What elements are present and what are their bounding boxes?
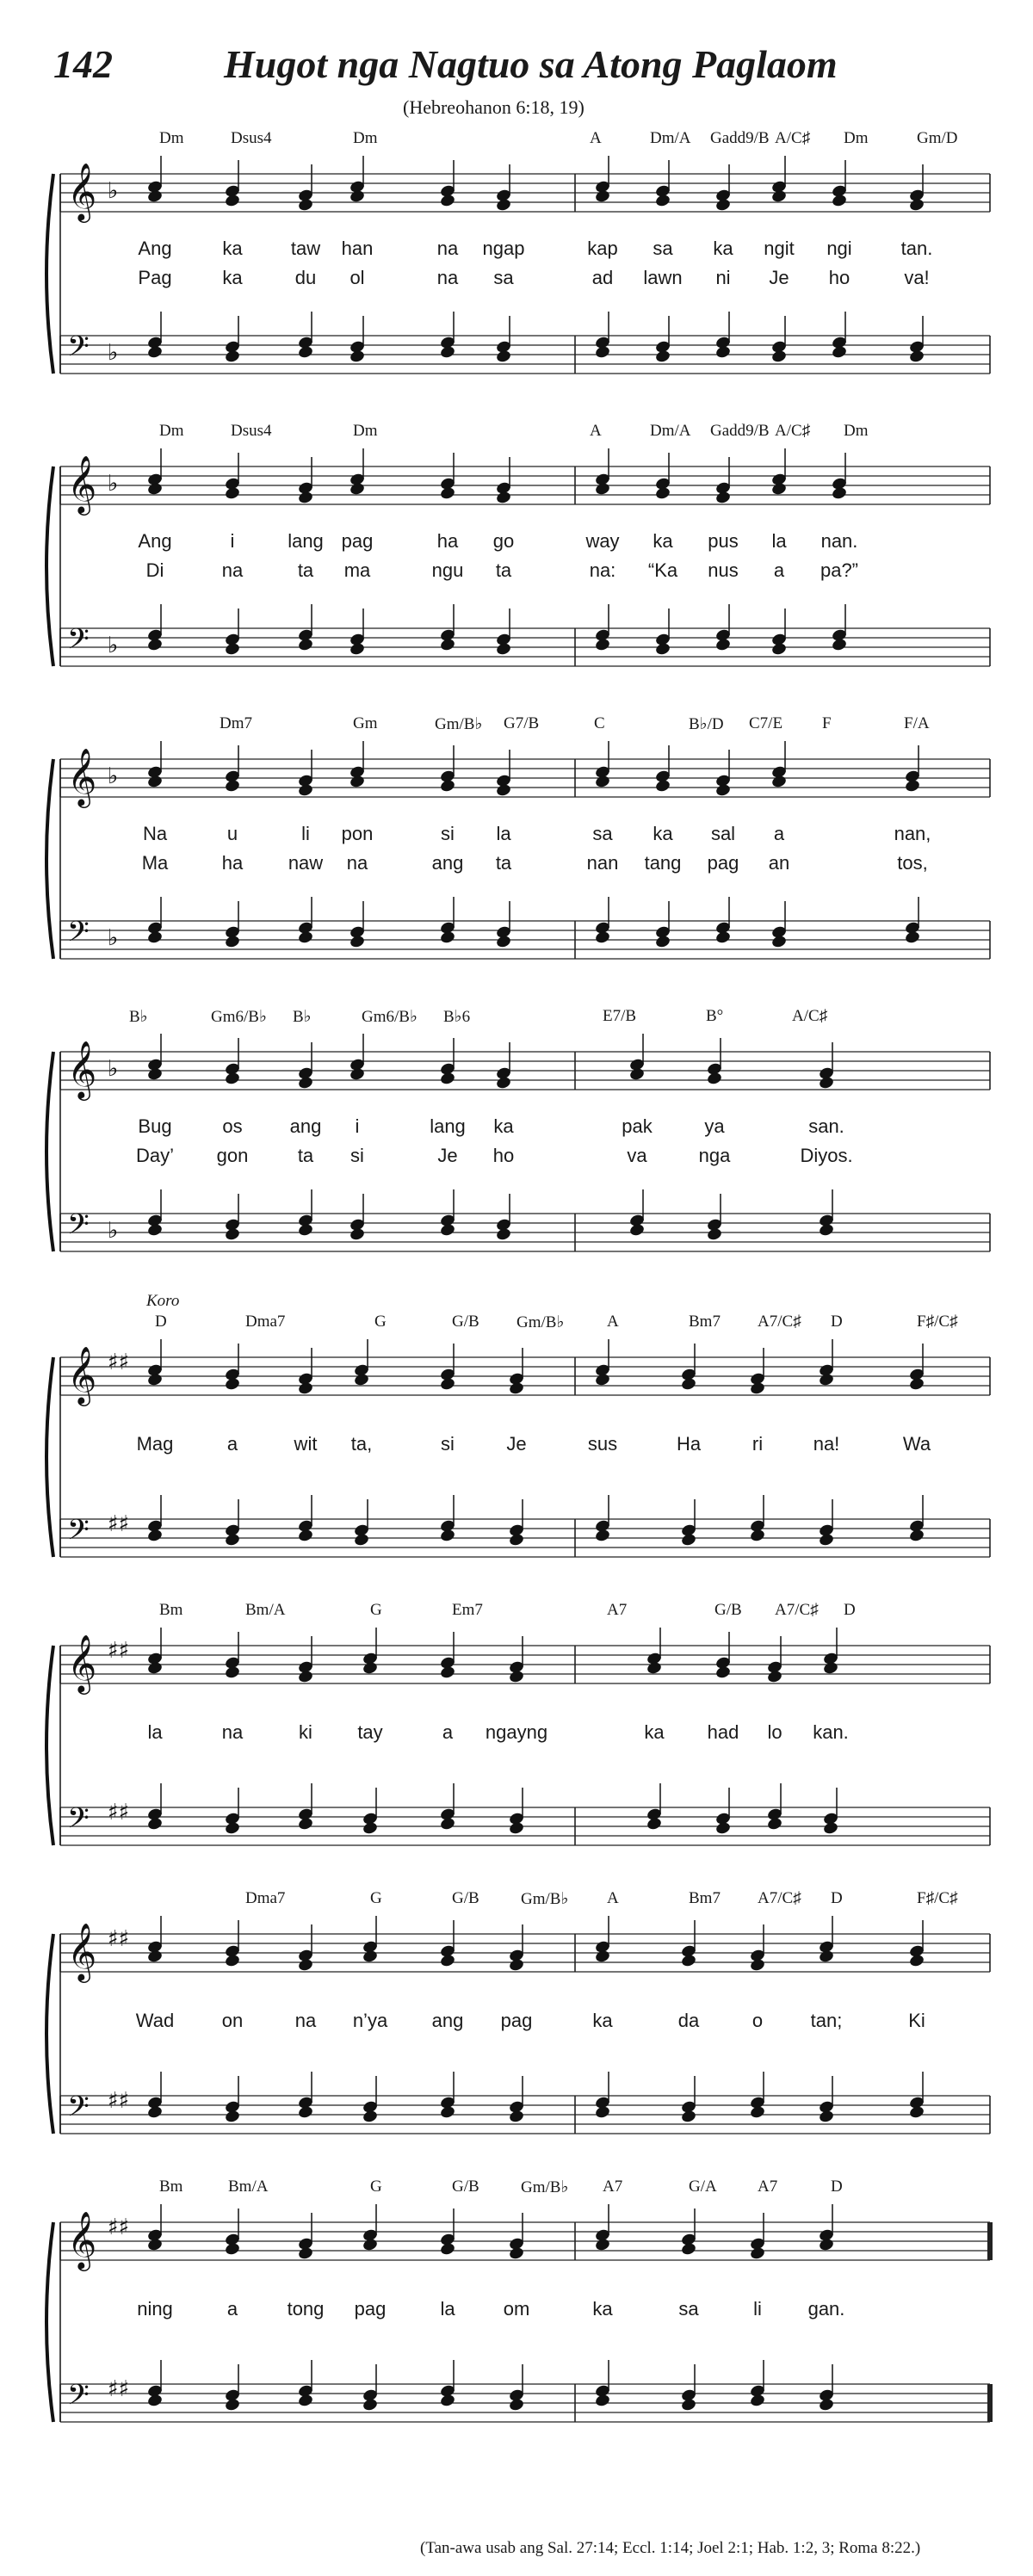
chord-symbol: Dm	[844, 422, 869, 440]
chord-symbol: Gm/B♭	[435, 715, 483, 733]
bass-clef-icon: 𝄢	[67, 2091, 90, 2130]
flat-key-signature-icon: ♭	[108, 340, 119, 366]
lyric-syllable: na	[436, 238, 459, 259]
lyric-syllable: way	[585, 530, 620, 552]
sharp-key-signature-icon: ♯♯	[108, 1350, 130, 1375]
chord-symbol: G	[374, 1313, 387, 1331]
section-label: Koro	[146, 1292, 180, 1310]
chord-symbol: Dsus4	[231, 129, 272, 147]
lyric-syllable: a	[773, 823, 785, 844]
chord-symbol: Dma7	[245, 1889, 286, 1907]
lyric-syllable: u	[226, 823, 238, 844]
lyric-syllable: tay	[357, 1721, 383, 1743]
lyric-syllable-verse2: Pag	[138, 267, 172, 288]
chord-symbol: A	[607, 1313, 619, 1331]
lyric-syllable: ka	[592, 2298, 613, 2320]
lyric-syllable: nan.	[820, 530, 858, 552]
chord-symbol: G7/B	[504, 714, 540, 732]
lyric-syllable: a	[442, 1721, 454, 1743]
lyric-syllable: Na	[142, 823, 168, 844]
lyric-syllable-verse2: ha	[221, 852, 244, 874]
chord-symbol: Bm/A	[245, 1601, 286, 1619]
lyric-syllable: Ha	[676, 1433, 702, 1455]
chord-symbol: Bm7	[689, 1313, 721, 1331]
chord-symbol: G	[370, 1889, 382, 1907]
lyric-syllable-verse2: va!	[904, 267, 930, 288]
music-system	[0, 422, 1033, 714]
lyric-syllable-verse2: sa	[493, 267, 514, 288]
bass-clef-icon: 𝄢	[67, 330, 90, 370]
lyric-syllable: ki	[299, 1721, 312, 1743]
lyric-syllable-verse2: “Ka	[647, 559, 678, 581]
chord-symbol: F	[822, 714, 832, 732]
lyric-syllable: ka	[653, 530, 673, 552]
chord-symbol: Gm/B♭	[521, 1890, 569, 1908]
lyric-syllable-verse2: Diyos.	[800, 1145, 853, 1166]
lyric-syllable: la	[771, 530, 787, 552]
lyric-syllable: os	[222, 1115, 243, 1137]
lyric-syllable: kap	[587, 238, 618, 259]
music-system	[0, 1292, 1033, 1605]
lyric-syllable-verse2: ad	[591, 267, 614, 288]
lyric-syllable: a	[226, 2298, 238, 2320]
lyric-syllable: tan.	[900, 238, 933, 259]
chord-symbol: G/B	[452, 1313, 479, 1331]
flat-key-signature-icon: ♭	[108, 1056, 119, 1082]
lyric-syllable: ngi	[826, 238, 852, 259]
chord-symbol: Dm	[353, 129, 378, 147]
lyric-syllable: kan.	[813, 1721, 849, 1743]
chord-symbol: Dm/A	[650, 129, 691, 147]
chord-symbol: G	[370, 2178, 382, 2196]
lyric-syllable: ngayng	[485, 1721, 548, 1743]
lyric-syllable: ang	[431, 2010, 464, 2031]
lyric-syllable: li	[753, 2298, 762, 2320]
lyric-syllable-verse2: Je	[437, 1145, 458, 1166]
lyric-syllable-verse2: ol	[349, 267, 365, 288]
chord-symbol: B♭	[293, 1008, 312, 1026]
chord-symbol: Gm/D	[917, 129, 958, 147]
staff-lines	[0, 1313, 1033, 1605]
lyric-syllable-verse2: an	[768, 852, 790, 874]
treble-clef-icon: 𝄞	[67, 1634, 97, 1692]
song-number: 142	[53, 42, 113, 86]
lyric-syllable-verse2: na	[436, 267, 459, 288]
treble-clef-icon: 𝄞	[67, 162, 97, 220]
lyric-syllable: ya	[704, 1115, 725, 1137]
lyric-syllable: san.	[808, 1115, 844, 1137]
flat-key-signature-icon: ♭	[108, 763, 119, 789]
lyric-syllable-verse2: ang	[431, 852, 464, 874]
lyric-syllable: la	[440, 2298, 455, 2320]
chord-symbol: Bm	[159, 1601, 183, 1619]
chord-symbol: A	[590, 129, 602, 147]
chord-symbol: A7/C♯	[775, 1601, 819, 1619]
chord-symbol: B♭/D	[689, 715, 724, 733]
lyric-syllable: lang	[430, 1115, 466, 1137]
lyric-syllable: pag	[500, 2010, 533, 2031]
lyric-syllable: om	[503, 2298, 530, 2320]
chord-symbol: A7/C♯	[758, 1313, 801, 1331]
chord-symbol: Gm6/B♭	[362, 1008, 418, 1026]
chord-symbol: Dm	[159, 129, 184, 147]
chord-symbol: A7	[607, 1601, 628, 1619]
lyric-syllable-verse2: Day’	[135, 1145, 175, 1166]
lyric-syllable: tong	[287, 2298, 325, 2320]
chord-symbol: Dm	[353, 422, 378, 440]
chord-symbol: Bm/A	[228, 2178, 269, 2196]
bass-clef-icon: 𝄢	[67, 623, 90, 663]
lyric-syllable-verse2: nan	[586, 852, 619, 874]
lyric-syllable: ha	[436, 530, 459, 552]
lyric-syllable: Ang	[138, 530, 172, 552]
chord-symbol: D	[831, 1313, 843, 1331]
lyric-syllable: tan;	[810, 2010, 843, 2031]
treble-clef-icon: 𝄞	[67, 1040, 97, 1098]
lyric-syllable: ngit	[764, 238, 795, 259]
lyric-syllable: ngap	[482, 238, 525, 259]
chord-symbol: A	[607, 1889, 619, 1907]
chord-symbol: Bm7	[689, 1889, 721, 1907]
lyric-syllable-verse2: ni	[715, 267, 731, 288]
chord-symbol: Bm	[159, 2178, 183, 2196]
lyric-syllable: si	[441, 1433, 455, 1455]
lyric-syllable-verse2: gon	[216, 1145, 249, 1166]
staff-lines	[0, 1889, 1033, 2182]
lyric-syllable: pak	[622, 1115, 653, 1137]
sharp-key-signature-icon: ♯♯	[108, 2088, 130, 2114]
bass-clef-icon: 𝄢	[67, 1802, 90, 1842]
lyric-syllable: ning	[137, 2298, 173, 2320]
lyric-syllable: i	[230, 530, 235, 552]
flat-key-signature-icon: ♭	[108, 633, 119, 658]
footnote-references: (Tan-awa usab ang Sal. 27:14; Eccl. 1:14; Joel 2:1; Hab. 1:2, 3; Roma 8:22.)	[420, 2539, 921, 2557]
chord-symbol: A7/C♯	[758, 1889, 801, 1907]
staff-lines	[0, 2178, 1033, 2470]
lyric-syllable-verse2: ta	[495, 852, 512, 874]
lyric-syllable: Bug	[138, 1115, 172, 1137]
lyric-syllable: Je	[506, 1433, 527, 1455]
lyric-syllable-verse2: pa?”	[820, 559, 859, 581]
chord-symbol: G/B	[714, 1601, 742, 1619]
chord-symbol: A	[590, 422, 602, 440]
lyric-syllable-verse2: ka	[222, 267, 243, 288]
chord-symbol: A7	[603, 2178, 623, 2196]
chord-symbol: E7/B	[603, 1007, 637, 1025]
lyric-syllable: da	[677, 2010, 700, 2031]
lyric-syllable-verse2: Di	[145, 559, 164, 581]
chord-symbol: Dm/A	[650, 422, 691, 440]
chord-symbol: B♭	[129, 1008, 148, 1026]
chord-symbol: Dma7	[245, 1313, 286, 1331]
chord-symbol: Dsus4	[231, 422, 272, 440]
chord-symbol: D	[831, 2178, 843, 2196]
chord-symbol: B♭6	[443, 1008, 471, 1026]
chord-symbol: G/A	[689, 2178, 717, 2196]
lyric-syllable: si	[441, 823, 455, 844]
chord-symbol: Dm7	[220, 714, 252, 732]
chord-symbol: D	[831, 1889, 843, 1907]
lyric-syllable: na	[294, 2010, 317, 2031]
lyric-syllable-verse2: Ma	[141, 852, 169, 874]
lyric-syllable-verse2: nus	[708, 559, 739, 581]
chord-symbol: F/A	[904, 714, 930, 732]
lyric-syllable: ka	[644, 1721, 665, 1743]
lyric-syllable: ang	[289, 1115, 322, 1137]
bass-clef-icon: 𝄢	[67, 2379, 90, 2418]
lyric-syllable: Wa	[902, 1433, 931, 1455]
lyric-syllable: a	[226, 1433, 238, 1455]
lyric-syllable: na	[221, 1721, 244, 1743]
staff-lines	[0, 1601, 1033, 1893]
lyric-syllable-verse2: du	[294, 267, 317, 288]
treble-clef-icon: 𝄞	[67, 747, 97, 806]
scripture-reference: (Hebreohanon 6:18, 19)	[403, 96, 585, 118]
chord-symbol: C	[594, 714, 605, 732]
sharp-key-signature-icon: ♯♯	[108, 1800, 130, 1825]
lyric-syllable: Ang	[138, 238, 172, 259]
lyric-syllable-verse2: na:	[589, 559, 616, 581]
lyric-syllable-verse2: tos,	[897, 852, 928, 874]
sharp-key-signature-icon: ♯♯	[108, 2376, 130, 2402]
chord-symbol: Gadd9/B	[710, 129, 770, 147]
music-system	[0, 129, 1033, 422]
lyric-syllable-verse2: naw	[288, 852, 324, 874]
sharp-key-signature-icon: ♯♯	[108, 1511, 130, 1537]
lyric-syllable: Ki	[908, 2010, 925, 2031]
lyric-syllable: pon	[341, 823, 374, 844]
music-system	[0, 1007, 1033, 1300]
music-system	[0, 1889, 1033, 2182]
lyric-syllable: pus	[708, 530, 739, 552]
lyric-syllable-verse2: ho	[492, 1145, 515, 1166]
chord-symbol: G	[370, 1601, 382, 1619]
lyric-syllable: lo	[767, 1721, 782, 1743]
lyric-syllable-verse2: ho	[828, 267, 851, 288]
lyric-syllable: n’ya	[352, 2010, 388, 2031]
chord-symbol: Gm/B♭	[521, 2178, 569, 2196]
lyric-syllable: pag	[341, 530, 374, 552]
lyric-syllable-verse2: pag	[707, 852, 739, 874]
lyric-syllable: ka	[713, 238, 733, 259]
lyric-syllable: ta,	[350, 1433, 373, 1455]
lyric-syllable: la	[147, 1721, 163, 1743]
lyric-syllable: nan,	[894, 823, 931, 844]
lyric-syllable: i	[355, 1115, 360, 1137]
lyric-syllable: sus	[587, 1433, 618, 1455]
chord-symbol: G/B	[452, 1889, 479, 1907]
chord-symbol: Gm6/B♭	[211, 1008, 267, 1026]
lyric-syllable-verse2: ta	[297, 559, 314, 581]
lyric-syllable: wit	[294, 1433, 318, 1455]
lyric-syllable-verse2: tang	[644, 852, 682, 874]
flat-key-signature-icon: ♭	[108, 178, 119, 204]
lyric-syllable: ka	[493, 1115, 514, 1137]
bass-clef-icon: 𝄢	[67, 1514, 90, 1554]
flat-key-signature-icon: ♭	[108, 1218, 119, 1244]
lyric-syllable: lang	[288, 530, 324, 552]
chord-symbol: F♯/C♯	[917, 1313, 958, 1331]
chord-symbol: G/B	[452, 2178, 479, 2196]
chord-symbol: B°	[706, 1007, 724, 1025]
lyric-syllable: ka	[653, 823, 673, 844]
lyric-syllable-verse2: Je	[769, 267, 789, 288]
treble-clef-icon: 𝄞	[67, 1345, 97, 1404]
lyric-syllable: Mag	[136, 1433, 174, 1455]
chord-symbol: Gm	[353, 714, 378, 732]
lyric-syllable-verse2: na	[346, 852, 368, 874]
lyric-syllable: had	[707, 1721, 739, 1743]
treble-clef-icon: 𝄞	[67, 1922, 97, 1980]
flat-key-signature-icon: ♭	[108, 925, 119, 951]
chord-symbol: Em7	[452, 1601, 483, 1619]
chord-symbol: Gm/B♭	[516, 1313, 565, 1331]
lyric-syllable: sa	[653, 238, 673, 259]
lyric-syllable: sa	[592, 823, 613, 844]
music-system	[0, 1601, 1033, 1893]
lyric-syllable: ri	[752, 1433, 764, 1455]
song-header	[0, 0, 1033, 120]
lyric-syllable: on	[221, 2010, 244, 2031]
lyric-syllable: go	[492, 530, 515, 552]
lyric-syllable: la	[496, 823, 511, 844]
lyric-syllable-verse2: ngu	[431, 559, 464, 581]
lyric-syllable-verse2: lawn	[643, 267, 683, 288]
lyric-syllable: taw	[290, 238, 321, 259]
lyric-syllable-verse2: a	[773, 559, 785, 581]
lyric-syllable: ka	[592, 2010, 613, 2031]
treble-clef-icon: 𝄞	[67, 2210, 97, 2269]
lyric-syllable: gan.	[807, 2298, 845, 2320]
lyric-syllable: o	[752, 2010, 764, 2031]
bass-clef-icon: 𝄢	[67, 916, 90, 955]
chord-symbol: D	[844, 1601, 856, 1619]
lyric-syllable-verse2: ta	[297, 1145, 314, 1166]
bass-clef-icon: 𝄢	[67, 1208, 90, 1248]
lyric-syllable: Wad	[135, 2010, 175, 2031]
lyric-syllable-verse2: ta	[495, 559, 512, 581]
chord-symbol: Dm	[844, 129, 869, 147]
lyric-syllable-verse2: ma	[343, 559, 371, 581]
chord-symbol: Gadd9/B	[710, 422, 770, 440]
sharp-key-signature-icon: ♯♯	[108, 2215, 130, 2240]
sharp-key-signature-icon: ♯♯	[108, 1638, 130, 1664]
lyric-syllable: pag	[354, 2298, 387, 2320]
chord-symbol: Dm	[159, 422, 184, 440]
chord-symbol: D	[155, 1313, 167, 1331]
lyric-syllable-verse2: nga	[698, 1145, 731, 1166]
chord-symbol: A/C♯	[775, 129, 811, 147]
lyric-syllable-verse2: si	[350, 1145, 364, 1166]
chord-symbol: A/C♯	[775, 422, 811, 440]
lyric-syllable: sa	[678, 2298, 699, 2320]
treble-clef-icon: 𝄞	[67, 454, 97, 513]
chord-symbol: C7/E	[749, 714, 783, 732]
lyric-syllable: ka	[222, 238, 243, 259]
chord-symbol: A/C♯	[792, 1007, 828, 1025]
flat-key-signature-icon: ♭	[108, 471, 119, 497]
chord-symbol: F♯/C♯	[917, 1889, 958, 1907]
lyric-syllable: han	[341, 238, 374, 259]
lyric-syllable: na!	[813, 1433, 840, 1455]
lyric-syllable: sal	[710, 823, 736, 844]
song-title: Hugot nga Nagtuo sa Atong Paglaom	[224, 42, 838, 86]
music-system	[0, 714, 1033, 1007]
chord-symbol: A7	[758, 2178, 778, 2196]
lyric-syllable-verse2: na	[221, 559, 244, 581]
lyric-syllable-verse2: va	[627, 1145, 647, 1166]
sharp-key-signature-icon: ♯♯	[108, 1926, 130, 1952]
music-system	[0, 2178, 1033, 2470]
lyric-syllable: li	[301, 823, 310, 844]
